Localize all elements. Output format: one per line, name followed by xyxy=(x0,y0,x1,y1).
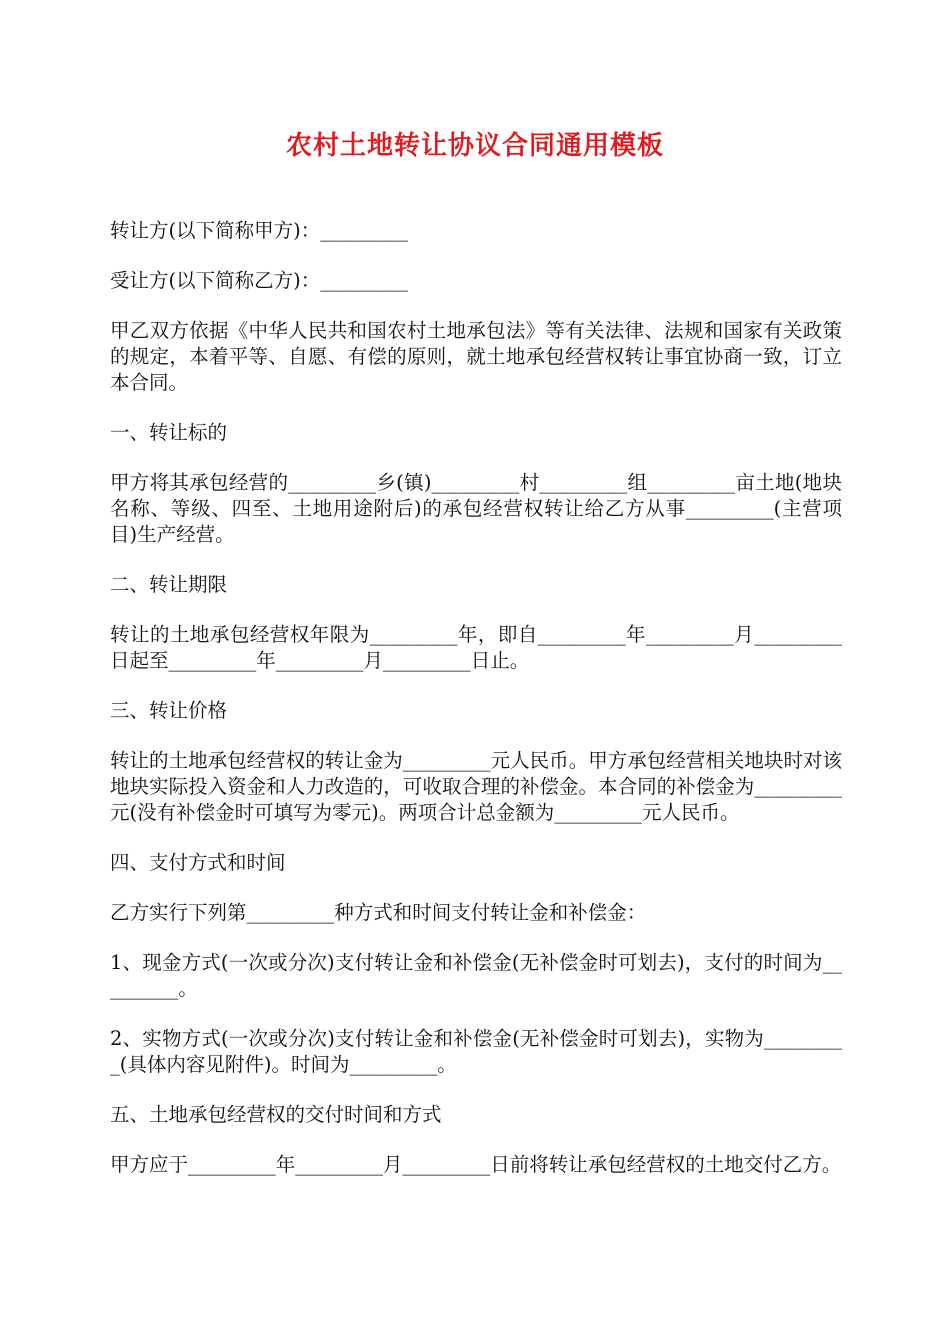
transferee-line: 受让方(以下简称乙方)：_________ xyxy=(110,269,408,292)
section-heading-3: 三、转让价格 xyxy=(110,699,228,722)
document-body xyxy=(110,218,842,1202)
transferor-line: 转让方(以下简称甲方)：_________ xyxy=(110,219,408,242)
section-2-paragraph: 转让的土地承包经营权年限为_________年，即自_________年_________月_________日起至_________年_________月_________日止。 xyxy=(110,623,842,672)
document-title: 农村土地转让协议合同通用模板 xyxy=(285,131,664,161)
section-heading-2: 二、转让期限 xyxy=(110,573,228,596)
section-heading-1: 一、转让标的 xyxy=(110,421,228,444)
section-heading-5: 五、土地承包经营权的交付时间和方式 xyxy=(110,1103,442,1126)
section-4-item-2: 2、实物方式(一次或分次)支付转让金和补偿金(无补偿金时可划去)，实物为_________(具体内容见附件)。时间为_________。 xyxy=(110,1027,842,1076)
section-5-paragraph: 甲方应于_________年_________月_________日前将转让承包经营权的土地交付乙方。 xyxy=(110,1153,842,1176)
section-3-paragraph: 转让的土地承包经营权的转让金为_________元人民币。甲方承包经营相关地块时对该地块实际投入资金和人力改造的，可收取合理的补偿金。本合同的补偿金为_________元(没有补偿金时可填写为零元)。两项合计总金额为_________元人民币。 xyxy=(110,749,842,824)
section-4-item-1: 1、现金方式(一次或分次)支付转让金和补偿金(无补偿金时可划去)，支付的时间为_________。 xyxy=(110,951,842,1000)
preamble-paragraph: 甲乙双方依据《中华人民共和国农村土地承包法》等有关法律、法规和国家有关政策的规定，本着平等、自愿、有偿的原则，就土地承包经营权转让事宜协商一致，订立本合同。 xyxy=(110,319,842,394)
section-1-paragraph: 甲方将其承包经营的_________乡(镇)_________村_________组_________亩土地(地块名称、等级、四至、土地用途附后)的承包经营权转让给乙方从事_________(主营项目)生产经营。 xyxy=(110,471,842,546)
section-heading-4: 四、支付方式和时间 xyxy=(110,851,286,874)
section-4-intro: 乙方实行下列第_________种方式和时间支付转让金和补偿金： xyxy=(110,901,647,924)
